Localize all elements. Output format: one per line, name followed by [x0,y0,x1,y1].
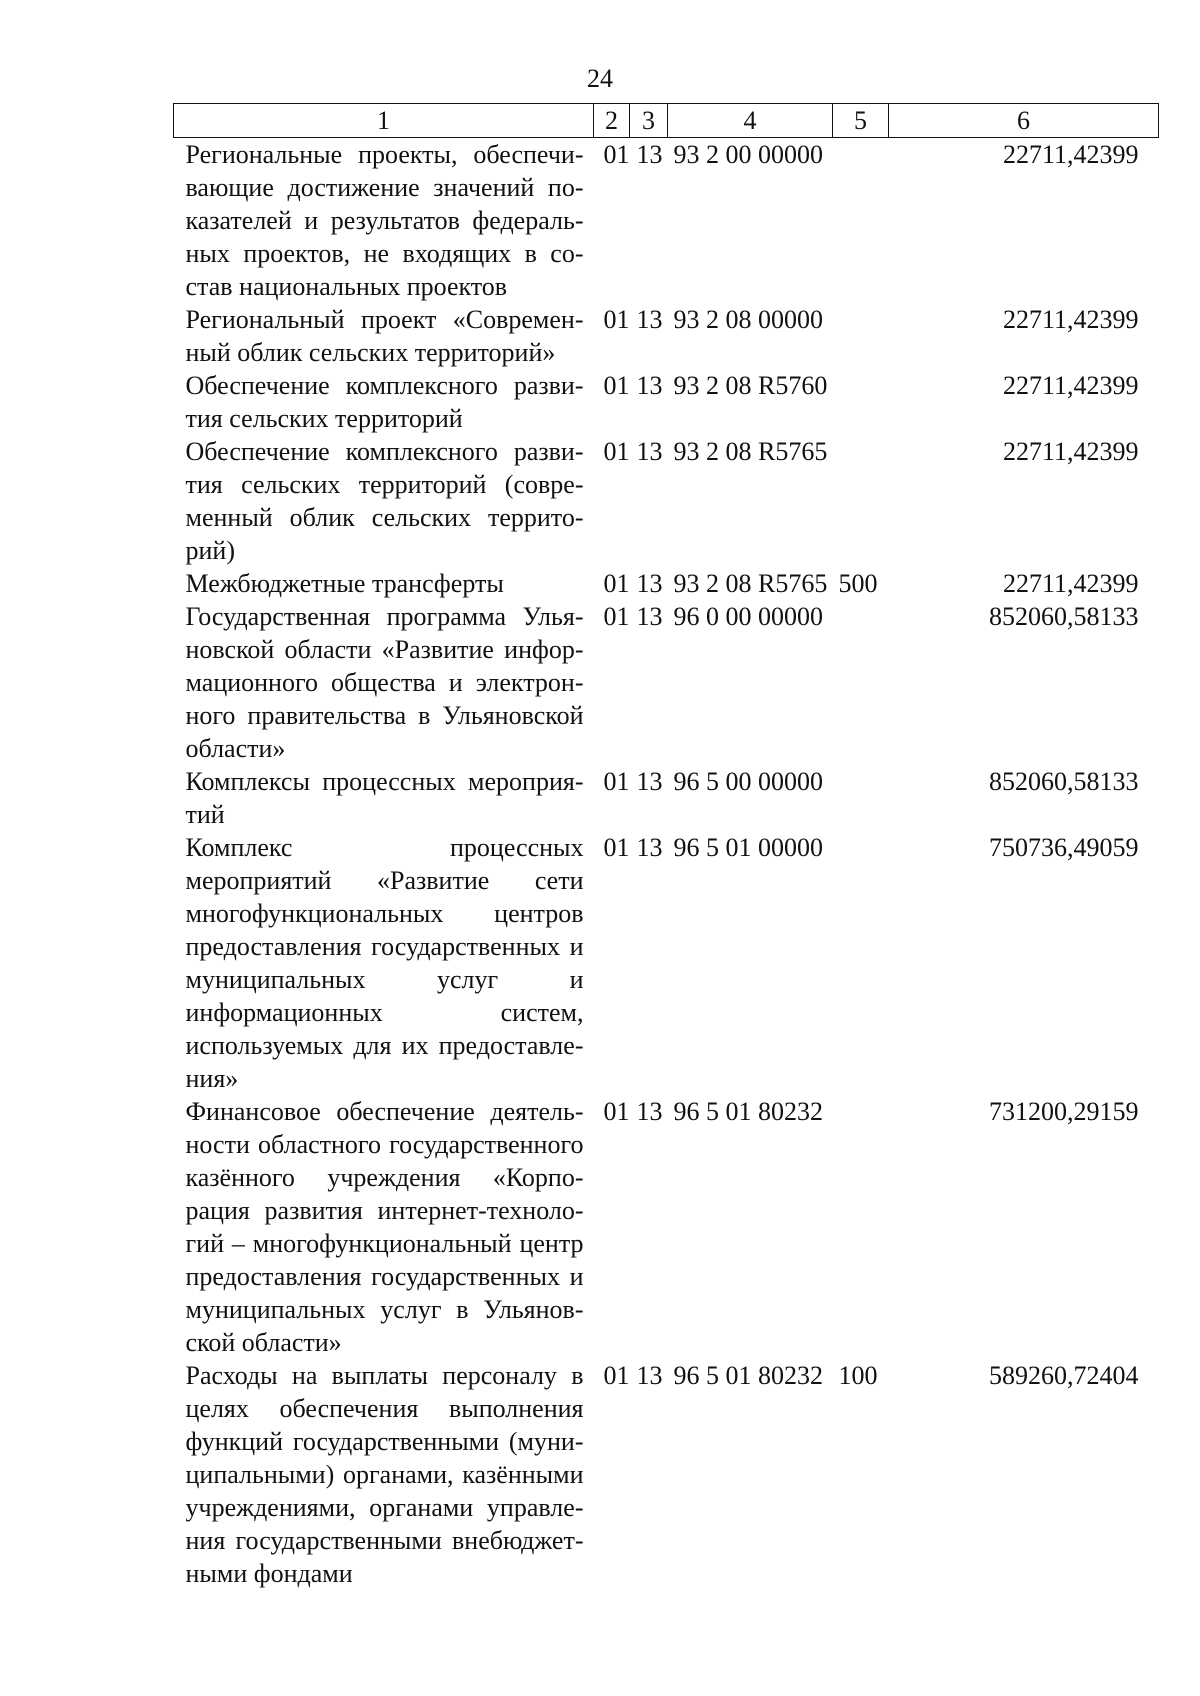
header-cell-subsection: 3 [630,104,668,138]
budget-table [173,103,1159,1590]
row-section: 01 [603,833,630,862]
table-row [174,765,1159,831]
row-kind [833,369,889,435]
table-row [174,600,1159,765]
table-row [174,303,1159,369]
row-target: 96 5 01 80232 [673,1097,823,1126]
row-section: 01 [603,1361,630,1390]
row-target: 93 2 08 R5765 [673,437,828,466]
row-section: 01 [603,371,630,400]
row-section: 01 [603,140,630,169]
header-cell-name: 1 [174,104,594,138]
table-row [174,1359,1159,1590]
header-cell-section: 2 [594,104,630,138]
row-sum: 852060,58133 [989,602,1139,631]
row-kind [833,303,889,369]
row-subsection: 13 [636,569,663,598]
header-cell-target: 4 [668,104,833,138]
page-number: 24 [587,64,613,93]
table-row [174,138,1159,304]
row-name: Государственная программа Ульяновской области «Развитие информационного общества и электронного правительства в Ульяновской области» [185,602,584,763]
table-row [174,369,1159,435]
table-header [174,104,1159,138]
row-section: 01 [603,1097,630,1126]
row-subsection: 13 [636,371,663,400]
row-sum: 731200,29159 [989,1097,1139,1126]
row-section: 01 [603,437,630,466]
row-section: 01 [603,767,630,796]
row-sum: 22711,42399 [1002,140,1139,169]
table-row [174,435,1159,567]
row-sum: 750736,49059 [989,833,1139,862]
header-cell-sum: 6 [889,104,1159,138]
table-body [174,138,1159,1591]
row-sum: 852060,58133 [989,767,1139,796]
row-name: Комплексы процессных мероприятий [185,767,584,829]
table-row [174,831,1159,1095]
row-kind [833,138,889,304]
row-kind [833,765,889,831]
row-subsection: 13 [636,833,663,862]
row-kind: 100 [838,1361,878,1390]
header-cell-kind: 5 [833,104,889,138]
row-name: Межбюджетные трансферты [185,569,504,598]
row-name: Региональный проект «Современный облик сельских территорий» [185,305,584,367]
row-kind [833,831,889,1095]
row-kind [833,1095,889,1359]
row-subsection: 13 [636,140,663,169]
row-name: Финансовое обеспечение деятельности областного государственного казённого учреждения «Корпорация развития интернет-технологий – многофункциональный центр предоставления государственных и муниципальных услуг в Ульяновской области» [185,1097,584,1357]
row-sum: 589260,72404 [989,1361,1139,1390]
row-subsection: 13 [636,1361,663,1390]
row-section: 01 [603,602,630,631]
row-name: Обеспечение комплексного развития сельских территорий [185,371,584,433]
row-section: 01 [603,569,630,598]
row-subsection: 13 [636,437,663,466]
row-sum: 22711,42399 [1002,371,1139,400]
row-target: 96 5 01 00000 [673,833,823,862]
row-sum: 22711,42399 [1002,569,1139,598]
row-section: 01 [603,305,630,334]
row-name: Расходы на выплаты персоналу в целях обеспечения выполнения функций государственными (муниципальными) органами, казёнными учреждениями, органами управления государственными внебюджетными фондами [185,1361,584,1588]
row-name: Обеспечение комплексного развития сельских территорий (современный облик сельских территорий) [185,437,584,565]
row-subsection: 13 [636,602,663,631]
table-row [174,567,1159,600]
row-sum: 22711,42399 [1002,437,1139,466]
row-kind: 500 [838,569,878,598]
row-subsection: 13 [636,767,663,796]
row-target: 93 2 08 R5760 [673,371,828,400]
row-target: 96 0 00 00000 [673,602,823,631]
row-target: 93 2 00 00000 [673,140,823,169]
row-subsection: 13 [636,1097,663,1126]
row-sum: 22711,42399 [1002,305,1139,334]
row-target: 93 2 08 00000 [673,305,823,334]
row-kind [833,600,889,765]
row-kind [833,435,889,567]
row-target: 96 5 01 80232 [673,1361,823,1390]
row-name: Комплекс процессных мероприятий «Развитие сети многофункциональных центров предоставления государственных и муниципальных услуг и информационных систем, используемых для их предоставления» [185,833,584,1093]
row-target: 96 5 00 00000 [673,767,823,796]
table-row [174,1095,1159,1359]
row-subsection: 13 [636,305,663,334]
row-target: 93 2 08 R5765 [673,569,828,598]
row-name: Региональные проекты, обеспечивающие достижение значений показателей и результатов федеральных проектов, не входящих в состав национальных проектов [185,140,584,301]
